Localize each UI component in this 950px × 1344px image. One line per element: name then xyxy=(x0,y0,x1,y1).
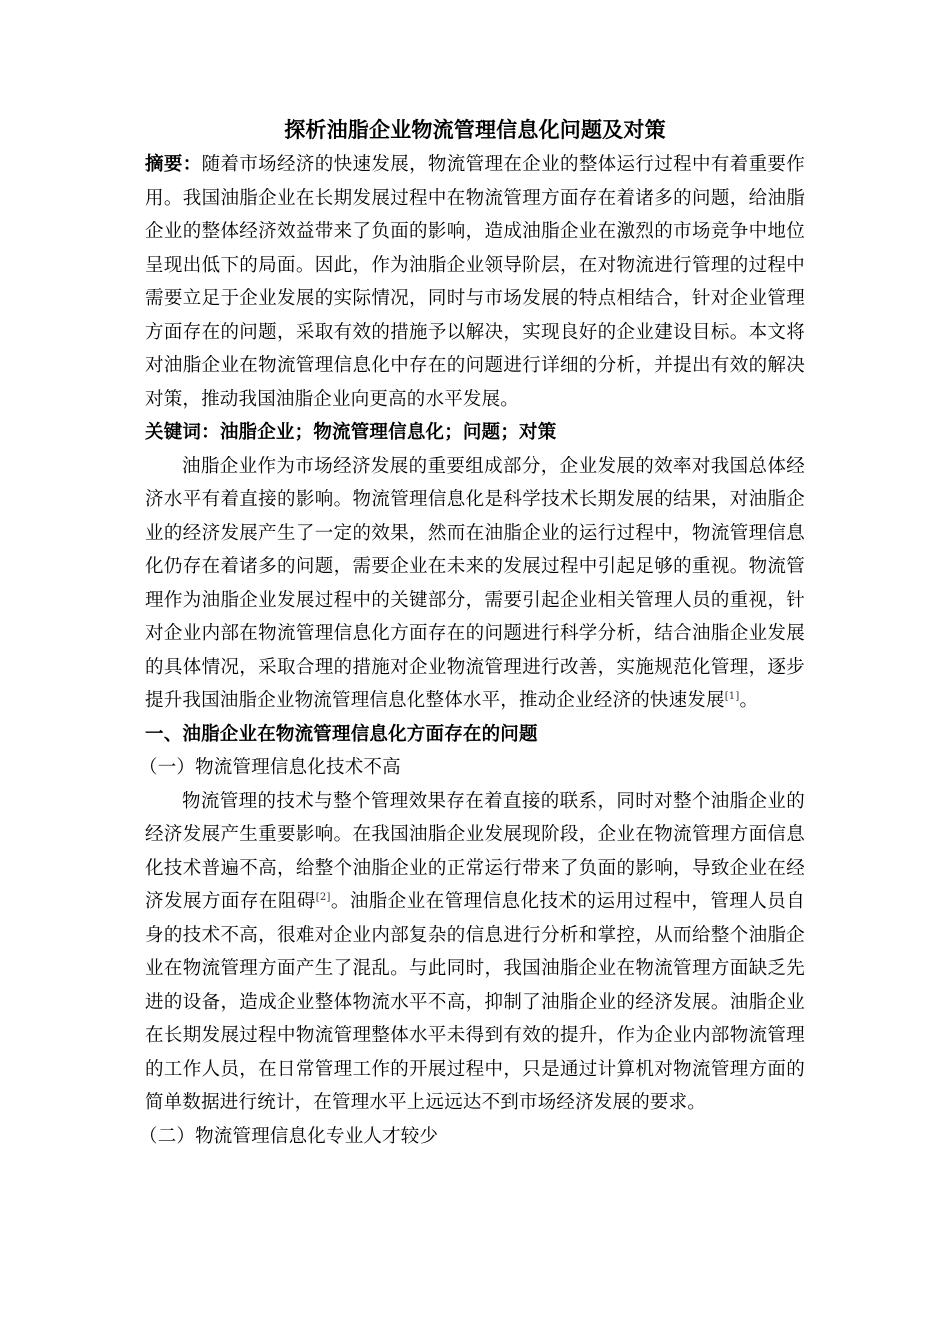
document-title: 探析油脂企业物流管理信息化问题及对策 xyxy=(284,118,666,142)
abstract-text: 随着市场经济的快速发展，物流管理在企业的整体运行过程中有着重要作用。我国油脂企业在长期发展过程中在物流管理方面存在着诸多的问题，给油脂企业的整体经济效益带来了负面的影响，造成油脂企业在激烈的市场竞争中地位呈现出低下的局面。因此，作为油脂企业领导阶层，在对物流进行管理的过程中需要立足于企业发展的实际情况，同时与市场发展的特点相结合，针对企业管理方面存在的问题，采取有效的措施予以解决，实现良好的企业建设目标。本文将对油脂企业在物流管理信息化中存在的问题进行详细的分析，并提出有效的解决对策，推动我国油脂企业向更高的水平发展。 xyxy=(145,154,805,410)
citation-ref: [1] xyxy=(724,691,740,702)
subsection-1-paragraph xyxy=(145,785,805,1120)
intro-end: 。 xyxy=(739,690,759,711)
section-heading-1: 一、油脂企业在物流管理信息化方面存在的问题 xyxy=(145,723,538,745)
subsection-heading-1: （一）物流管理信息化技术不高 xyxy=(139,757,401,778)
keywords-text: 油脂企业；物流管理信息化；问题；对策 xyxy=(219,422,557,443)
abstract-label: 摘要： xyxy=(145,154,202,175)
citation-ref: [2] xyxy=(315,892,331,903)
subsection-1-text-b: 。油脂企业在管理信息化技术的运用过程中，管理人员自身的技术不高，很难对企业内部复杂的信息进行分析和掌控，从而给整个油脂企业在物流管理方面产生了混乱。与此同时，我国油脂企业在物流管理方面缺乏先进的设备，造成企业整体物流水平不高，抑制了油脂企业的经济发展。油脂企业在长期发展过程中物流管理整体水平未得到有效的提升，作为企业内部物流管理的工作人员，在日常管理工作的开展过程中，只是通过计算机对物流管理方面的简单数据进行统计，在管理水平上远远达不到市场经济发展的要求。 xyxy=(145,891,805,1113)
keywords-paragraph xyxy=(145,416,805,450)
intro-text: 油脂企业作为市场经济发展的重要组成部分，企业发展的效率对我国总体经济水平有着直接的影响。物流管理信息化是科学技术长期发展的结果，对油脂企业的经济发展产生了一定的效果，然而在油脂企业的运行过程中，物流管理信息化仍存在着诸多的问题，需要企业在未来的发展过程中引起足够的重视。物流管理作为油脂企业发展过程中的关键部分，需要引起企业相关管理人员的重视，针对企业内部在物流管理信息化方面存在的问题进行科学分析，结合油脂企业发展的具体情况，采取合理的措施对企业物流管理进行改善，实施规范化管理，逐步提升我国油脂企业物流管理信息化整体水平，推动企业经济的快速发展 xyxy=(145,455,805,711)
keywords-label: 关键词： xyxy=(145,422,220,443)
subsection-1-text-a: 物流管理的技术与整个管理效果存在着直接的联系，同时对整个油脂企业的经济发展产生重要影响。在我国油脂企业发展现阶段，企业在物流管理方面信息化技术普遍不高，给整个油脂企业的正常运行带来了负面的影响，导致企业在经济发展方面存在阻碍 xyxy=(145,790,805,912)
subsection-heading-2: （二）物流管理信息化专业人才较少 xyxy=(139,1125,439,1147)
abstract-paragraph xyxy=(145,148,805,416)
document-body xyxy=(139,114,805,1153)
intro-paragraph xyxy=(145,450,805,718)
